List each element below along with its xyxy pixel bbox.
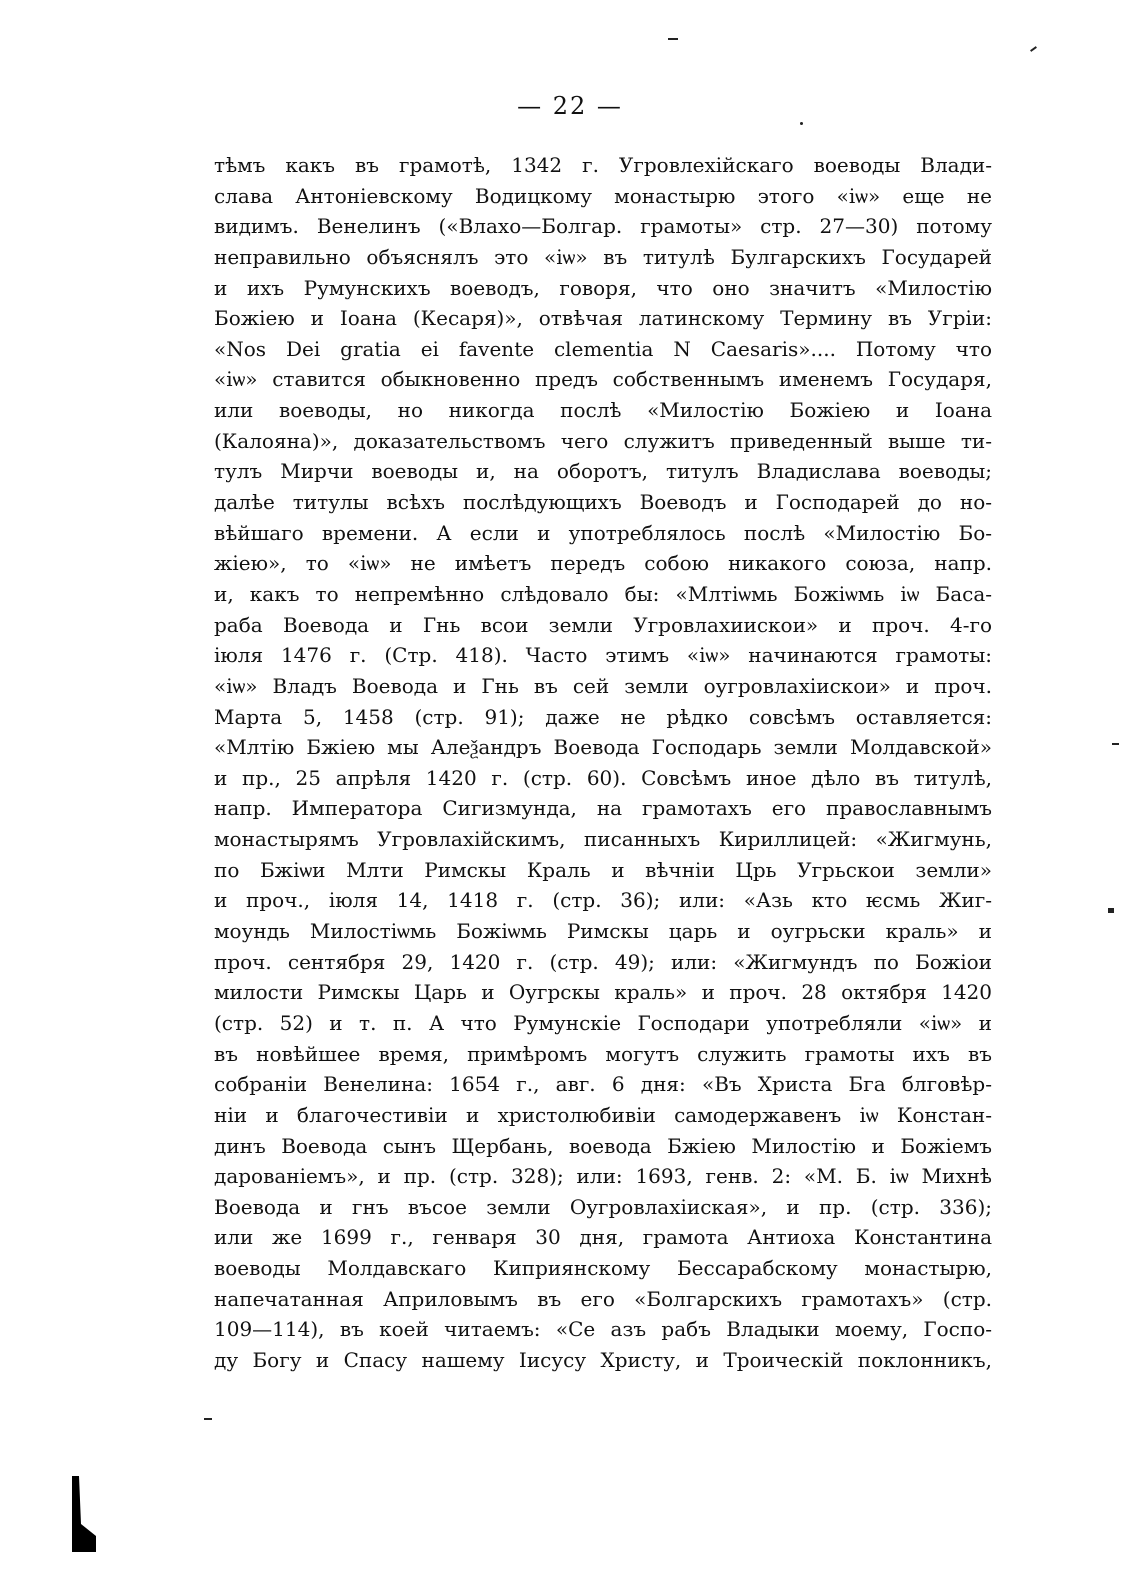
text-line: жіею», то «іѡ» не имѣетъ передъ собою никакого союза, напр. (214, 551, 992, 576)
text-line: «Nos Dei gratia ei favente clementia N Caesaris».... Потому что (214, 336, 992, 361)
scan-speck (1112, 743, 1119, 745)
text-line: проч. сентября 29, 1420 г. (стр. 49); или: «Жигмундъ по Божіои (214, 949, 992, 974)
scan-speck (1108, 908, 1114, 913)
scan-speck (1030, 46, 1037, 52)
text-line: Воевода и гнъ въсое земли Оугровлахіиская», и пр. (стр. 336); (214, 1194, 992, 1219)
text-line: и пр., 25 апрѣля 1420 г. (стр. 60). Совсѣмъ иное дѣло въ титулѣ, (214, 765, 992, 790)
text-line: монастырямъ Угровлахійскимъ, писанныхъ Кириллицей: «Жигмунь, (214, 827, 992, 852)
scan-corner-mark (70, 1476, 96, 1552)
text-line: милости Римскы Царь и Оугрскы краль» и проч. 28 октября 1420 (214, 980, 992, 1005)
text-line: ніи и благочестивіи и христолюбивіи самодержавенъ іѡ Констан- (214, 1102, 992, 1127)
text-line: напечатанная Априловымъ въ его «Болгарскихъ грамотахъ» (стр. (214, 1286, 992, 1311)
page-number: — 22 — (517, 92, 623, 120)
scan-corner-mark-shape (72, 1476, 96, 1552)
text-line: «Млтію Бжіею мы Алеѯандръ Воевода Господарь земли Молдавской» (214, 735, 992, 760)
text-line: по Бжіѡи Млти Римскы Краль и вѣчніи Црь Угрьскои земли» (214, 857, 992, 882)
text-line: тулъ Мирчи воеводы и, на оборотъ, титулъ Владислава воеводы; (214, 459, 992, 484)
text-line: Божіею и Іоана (Кесаря)», отвѣчая латинскому Термину въ Угріи: (214, 306, 992, 331)
text-line: (стр. 52) и т. п. А что Румунскіе Господари употребляли «іѡ» и (214, 1010, 992, 1035)
scan-speck (668, 38, 678, 40)
text-line: и ихъ Румунскихъ воеводъ, говоря, что оно значитъ «Милостію (214, 275, 992, 300)
text-line: или воеводы, но никогда послѣ «Милостію Божіею и Іоана (214, 398, 992, 423)
text-line: Марта 5, 1458 (стр. 91); даже не рѣдко совсѣмъ оставляется: (214, 704, 992, 729)
text-line: (Калояна)», доказательствомъ чего служитъ приведенный выше ти- (214, 428, 992, 453)
text-line: далѣе титулы всѣхъ послѣдующихъ Воеводъ и Господарей до но- (214, 490, 992, 515)
text-line: «іѡ» ставится обыкновенно предъ собственнымъ именемъ Государя, (214, 367, 992, 392)
text-line: вѣйшаго времени. А если и употреблялось послѣ «Милостію Бо- (214, 520, 992, 545)
body-text (214, 150, 992, 1376)
text-line: слава Антоніевскому Водицкому монастырю этого «іѡ» еще не (214, 183, 992, 208)
text-line: ду Богу и Спасу нашему Іисусу Христу, и Троическій поклонникъ, (214, 1347, 992, 1372)
text-line: собраніи Венелина: 1654 г., авг. 6 дня: «Въ Христа Бга блговѣр- (214, 1072, 992, 1097)
text-line: 109—114), въ коей читаемъ: «Се азъ рабъ Владыки моему, Госпо- (214, 1317, 992, 1342)
text-line: динъ Воевода сынъ Щербань, воевода Бжіею Милостію и Божіемъ (214, 1133, 992, 1158)
text-line: напр. Императора Сигизмунда, на грамотахъ его православнымъ (214, 796, 992, 821)
text-line: «іѡ» Владъ Воевода и Гнь въ сей земли оугровлахіискои» и проч. (214, 673, 992, 698)
text-line: и проч., іюля 14, 1418 г. (стр. 36); или: «Азь кто ѥсмь Жиг- (214, 888, 992, 913)
text-line: тѣмъ какъ въ грамотѣ, 1342 г. Угровлехійскаго воеводы Влади- (214, 153, 992, 177)
text-line: моундь Милостіѡмь Божіѡмь Римскы царь и оугрьски краль» и (214, 919, 992, 944)
text-line: или же 1699 г., генваря 30 дня, грамота Антиоха Константина (214, 1225, 992, 1250)
scan-speck (800, 122, 803, 125)
text-line: и, какъ то непремѣнно слѣдовало бы: «Млтіѡмь Божіѡмь іѡ Баса- (214, 581, 992, 606)
scan-speck (204, 1418, 212, 1420)
text-line: дарованіемъ», и пр. (стр. 328); или: 1693, генв. 2: «М. Б. іѡ Михнѣ (214, 1164, 992, 1189)
text-line: іюля 1476 г. (Стр. 418). Часто этимъ «іѡ» начинаются грамоты: (214, 643, 992, 668)
text-line: въ новѣйшее время, примѣромъ могутъ служить грамоты ихъ въ (214, 1041, 992, 1066)
text-line: видимъ. Венелинъ («Влахо—Болгар. грамоты» стр. 27—30) потому (214, 214, 992, 239)
text-line: раба Воевода и Гнь всои земли Угровлахиискои» и проч. 4-го (214, 612, 992, 637)
text-line: воеводы Молдавскаго Киприянскому Бессарабскому монастырю, (214, 1256, 992, 1281)
text-line: неправильно объяснялъ это «іѡ» въ титулѣ Булгарскихъ Государей (214, 244, 992, 269)
